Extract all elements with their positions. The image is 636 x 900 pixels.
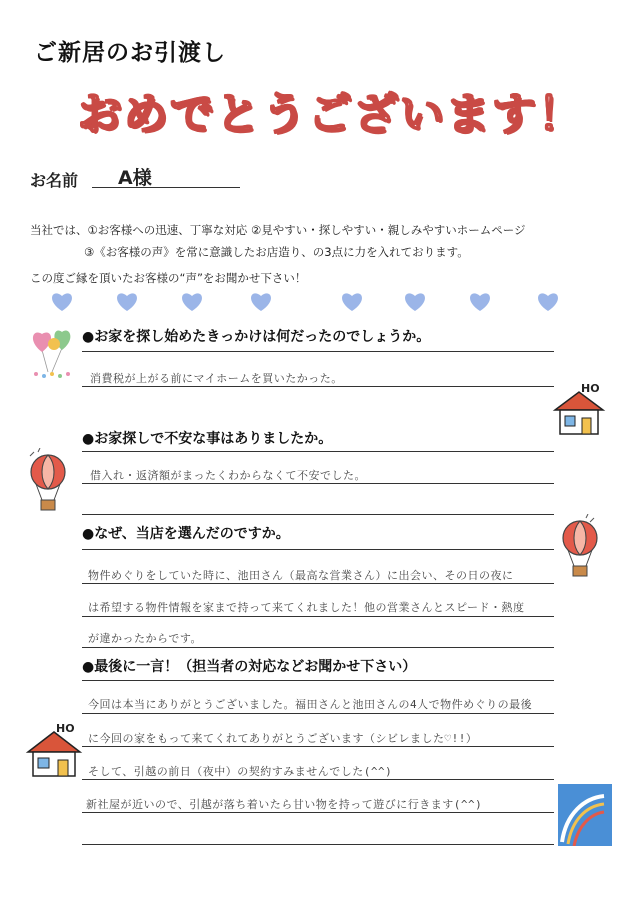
heart-icon [116,292,138,312]
rainbow-icon [558,784,612,846]
heart-icon [341,292,363,312]
answer-3-line-2: は希望する物件情報を家まで持って来てくれました！他の営業さんとスピード・熱度 [88,601,525,614]
house-sign-text: HO [581,382,600,395]
ruled-line [82,647,554,648]
answer-2-line-1: 借入れ・返済額がまったくわからなくて不安でした。 [90,469,366,482]
question-2: ●お家探しで不安な事はありましたか。 [82,431,333,447]
ruled-line [82,713,554,714]
ruled-line [82,386,554,387]
name-underline [92,187,240,188]
heart-icon [250,292,272,312]
intro-line-3: この度ご縁を頂いたお客様の“声”をお聞かせ下さい！ [30,271,307,285]
answer-4-line-4: 新社屋が近いので、引越が落ち着いたら甘い物を持って遊びに行きます(^^) [86,798,483,811]
question-3: ●なぜ、当店を選んだのですか。 [82,526,290,542]
hot-air-balloon-icon [24,448,72,516]
heart-icon [51,292,73,312]
ruled-line [82,549,554,550]
heart-icon [469,292,491,312]
hot-air-balloon-icon [556,514,604,582]
ruled-line [82,680,554,681]
ruled-line [82,351,554,352]
intro-line-2: ③《お客様の声》を常に意識したお店造り、の3点に力を入れております。 [84,245,469,259]
question-4: ●最後に一言！（担当者の対応などお聞かせ下さい） [82,659,417,675]
ruled-line [82,616,554,617]
ruled-line [82,483,554,484]
answer-1-line-1: 消費税が上がる前にマイホームを買いたかった。 [90,372,343,385]
answer-3-line-1: 物件めぐりをしていた時に、池田さん（最高な営業さん）に出会い、その日の夜に [88,569,514,582]
house-sign-text: HO [56,722,75,735]
name-label: お名前 [30,171,79,190]
page-heading: ご新居のお引渡し [34,40,226,66]
balloons-icon [26,322,80,380]
ruled-line [82,451,554,452]
house-icon [24,720,84,780]
heart-icon [181,292,203,312]
page-title: おめでとうございます！ [78,89,584,140]
ruled-line [82,746,554,747]
question-1: ●お家を探し始めたきっかけは何だったのでしょうか。 [82,329,431,345]
heart-icon [404,292,426,312]
ruled-line [82,844,554,845]
answer-4-line-1: 今回は本当にありがとうございました。福田さんと池田さんの4人で物件めぐりの最後 [88,698,533,711]
answer-4-line-2: に今回の家をもって来てくれてありがとうございます（シビレました♡!!） [88,732,478,745]
heart-icon [537,292,559,312]
intro-line-1: 当社では、①お客様への迅速、丁寧な対応 ②見やすい・探しやすい・親しみやすいホームページ [30,223,526,237]
ruled-line [82,583,554,584]
answer-3-line-3: が違かったからです。 [88,632,203,645]
house-icon [551,380,607,438]
ruled-line [82,514,554,515]
name-value: A様 [118,167,152,189]
answer-4-line-3: そして、引越の前日（夜中）の契約すみませんでした(^^) [88,765,393,778]
ruled-line [82,812,554,813]
ruled-line [82,779,554,780]
